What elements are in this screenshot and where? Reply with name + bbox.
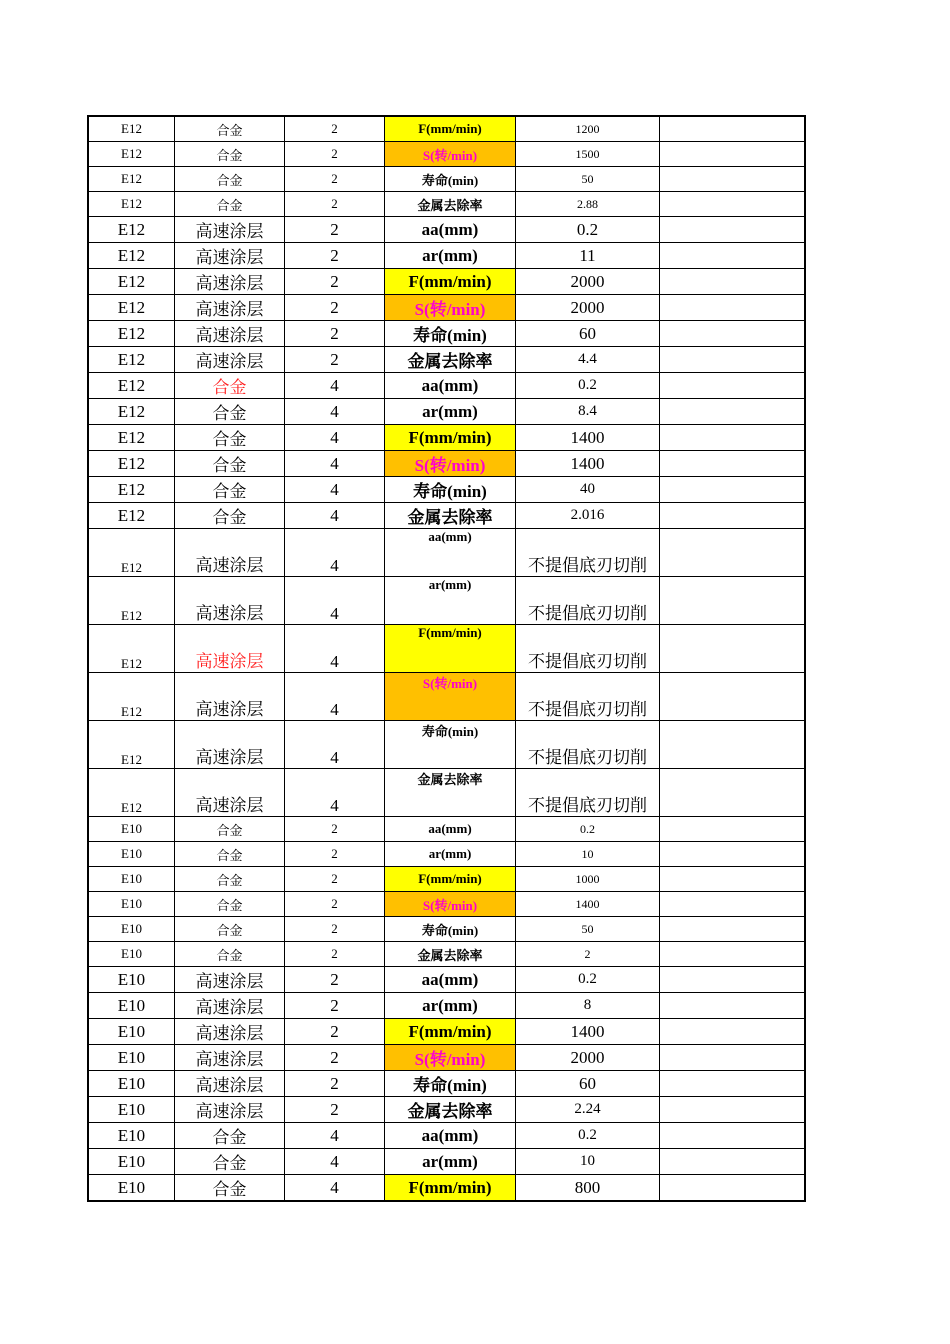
note-cell[interactable] (660, 721, 806, 769)
note-cell[interactable] (660, 116, 806, 142)
tool-cell[interactable]: E10 (88, 1123, 175, 1149)
note-cell[interactable] (660, 673, 806, 721)
material-cell[interactable]: 高速涂层 (175, 769, 285, 817)
table-row (88, 217, 805, 243)
note-cell[interactable] (660, 373, 806, 399)
value-cell[interactable]: 不提倡底刃切削 (516, 529, 660, 577)
tool-cell[interactable]: E12 (88, 503, 175, 529)
value-cell[interactable]: 800 (516, 1175, 660, 1202)
table-row (88, 399, 805, 425)
note-cell[interactable] (660, 917, 806, 942)
parameter-cell[interactable]: 寿命(min) (385, 477, 516, 503)
note-cell[interactable] (660, 867, 806, 892)
value-cell[interactable]: 2000 (516, 269, 660, 295)
material-cell[interactable]: 高速涂层 (175, 347, 285, 373)
table-row (88, 425, 805, 451)
tool-cell[interactable]: E12 (88, 529, 175, 577)
value-cell[interactable]: 4.4 (516, 347, 660, 373)
value-cell[interactable]: 1200 (516, 116, 660, 142)
value-cell[interactable]: 2.016 (516, 503, 660, 529)
table-row (88, 1149, 805, 1175)
table-row (88, 1019, 805, 1045)
value-cell[interactable]: 60 (516, 321, 660, 347)
parameter-cell[interactable]: S(转/min) (385, 673, 516, 721)
value-cell[interactable]: 2 (516, 942, 660, 967)
parameter-cell[interactable]: F(mm/min) (385, 625, 516, 673)
table-row (88, 817, 805, 842)
material-cell[interactable]: 合金 (175, 116, 285, 142)
flutes-cell[interactable]: 4 (285, 425, 385, 451)
note-cell[interactable] (660, 993, 806, 1019)
table-row (88, 321, 805, 347)
value-cell[interactable]: 不提倡底刃切削 (516, 769, 660, 817)
flutes-cell[interactable]: 4 (285, 1123, 385, 1149)
value-cell[interactable]: 60 (516, 1071, 660, 1097)
parameter-cell[interactable]: 寿命(min) (385, 167, 516, 192)
note-cell[interactable] (660, 477, 806, 503)
value-cell[interactable]: 不提倡底刃切削 (516, 625, 660, 673)
flutes-cell[interactable]: 2 (285, 321, 385, 347)
material-cell[interactable]: 高速涂层 (175, 321, 285, 347)
material-cell[interactable]: 高速涂层 (175, 577, 285, 625)
value-cell[interactable]: 1400 (516, 1019, 660, 1045)
flutes-cell[interactable]: 2 (285, 295, 385, 321)
parameter-cell[interactable]: S(转/min) (385, 1045, 516, 1071)
material-cell[interactable]: 高速涂层 (175, 217, 285, 243)
note-cell[interactable] (660, 967, 806, 993)
parameter-cell[interactable]: ar(mm) (385, 243, 516, 269)
tool-cell[interactable]: E10 (88, 1071, 175, 1097)
material-cell[interactable]: 高速涂层 (175, 967, 285, 993)
table-row (88, 673, 805, 721)
note-cell[interactable] (660, 1149, 806, 1175)
tool-cell[interactable]: E12 (88, 577, 175, 625)
note-cell[interactable] (660, 347, 806, 373)
table-row (88, 477, 805, 503)
tool-cell[interactable]: E12 (88, 167, 175, 192)
table-row (88, 967, 805, 993)
flutes-cell[interactable]: 2 (285, 142, 385, 167)
parameter-cell[interactable]: aa(mm) (385, 1123, 516, 1149)
tool-cell[interactable]: E10 (88, 842, 175, 867)
flutes-cell[interactable]: 2 (285, 993, 385, 1019)
value-cell[interactable]: 2000 (516, 295, 660, 321)
value-cell[interactable]: 0.2 (516, 817, 660, 842)
note-cell[interactable] (660, 167, 806, 192)
tool-cell[interactable]: E12 (88, 321, 175, 347)
material-cell[interactable]: 合金 (175, 867, 285, 892)
parameter-cell[interactable]: 金属去除率 (385, 769, 516, 817)
parameter-cell[interactable]: aa(mm) (385, 817, 516, 842)
parameter-cell[interactable]: aa(mm) (385, 529, 516, 577)
table-row (88, 269, 805, 295)
note-cell[interactable] (660, 142, 806, 167)
note-cell[interactable] (660, 1175, 806, 1202)
parameter-cell[interactable]: F(mm/min) (385, 425, 516, 451)
tool-cell[interactable]: E12 (88, 295, 175, 321)
material-cell[interactable]: 合金 (175, 477, 285, 503)
note-cell[interactable] (660, 295, 806, 321)
flutes-cell[interactable]: 2 (285, 892, 385, 917)
parameter-cell[interactable]: 寿命(min) (385, 1071, 516, 1097)
value-cell[interactable]: 0.2 (516, 373, 660, 399)
note-cell[interactable] (660, 399, 806, 425)
table-row (88, 842, 805, 867)
parameter-cell[interactable]: S(转/min) (385, 451, 516, 477)
value-cell[interactable]: 8 (516, 993, 660, 1019)
table-row (88, 142, 805, 167)
tool-cell[interactable]: E12 (88, 192, 175, 217)
table-row (88, 867, 805, 892)
table-row (88, 1097, 805, 1123)
flutes-cell[interactable]: 4 (285, 503, 385, 529)
value-cell[interactable]: 50 (516, 917, 660, 942)
tool-cell[interactable]: E10 (88, 1097, 175, 1123)
tool-cell[interactable]: E10 (88, 993, 175, 1019)
table-row (88, 347, 805, 373)
flutes-cell[interactable]: 2 (285, 269, 385, 295)
table-row (88, 625, 805, 673)
value-cell[interactable]: 2.24 (516, 1097, 660, 1123)
note-cell[interactable] (660, 769, 806, 817)
value-cell[interactable]: 10 (516, 842, 660, 867)
table-row (88, 451, 805, 477)
note-cell[interactable] (660, 321, 806, 347)
material-cell[interactable]: 高速涂层 (175, 295, 285, 321)
material-cell[interactable]: 高速涂层 (175, 721, 285, 769)
material-cell[interactable]: 合金 (175, 373, 285, 399)
note-cell[interactable] (660, 1045, 806, 1071)
material-cell[interactable]: 合金 (175, 1175, 285, 1202)
tool-cell[interactable]: E10 (88, 892, 175, 917)
material-cell[interactable]: 高速涂层 (175, 1045, 285, 1071)
flutes-cell[interactable]: 2 (285, 1097, 385, 1123)
value-cell[interactable]: 11 (516, 243, 660, 269)
note-cell[interactable] (660, 1071, 806, 1097)
tool-cell[interactable]: E12 (88, 347, 175, 373)
flutes-cell[interactable]: 4 (285, 1175, 385, 1202)
parameter-cell[interactable]: F(mm/min) (385, 1019, 516, 1045)
table-row (88, 721, 805, 769)
value-cell[interactable]: 1400 (516, 425, 660, 451)
value-cell[interactable]: 2.88 (516, 192, 660, 217)
note-cell[interactable] (660, 892, 806, 917)
note-cell[interactable] (660, 425, 806, 451)
parameter-cell[interactable]: F(mm/min) (385, 269, 516, 295)
parameter-cell[interactable]: 金属去除率 (385, 347, 516, 373)
parameter-cell[interactable]: F(mm/min) (385, 116, 516, 142)
material-cell[interactable]: 高速涂层 (175, 1071, 285, 1097)
parameter-cell[interactable]: 金属去除率 (385, 942, 516, 967)
value-cell[interactable]: 1500 (516, 142, 660, 167)
parameter-cell[interactable]: ar(mm) (385, 399, 516, 425)
tool-cell[interactable]: E12 (88, 769, 175, 817)
tool-cell[interactable]: E12 (88, 243, 175, 269)
value-cell[interactable]: 50 (516, 167, 660, 192)
parameter-cell[interactable]: ar(mm) (385, 1149, 516, 1175)
flutes-cell[interactable]: 2 (285, 217, 385, 243)
flutes-cell[interactable]: 2 (285, 1019, 385, 1045)
flutes-cell[interactable]: 4 (285, 673, 385, 721)
value-cell[interactable]: 0.2 (516, 217, 660, 243)
flutes-cell[interactable]: 4 (285, 399, 385, 425)
tool-cell[interactable]: E10 (88, 867, 175, 892)
material-cell[interactable]: 高速涂层 (175, 243, 285, 269)
table-row (88, 1071, 805, 1097)
flutes-cell[interactable]: 2 (285, 167, 385, 192)
parameter-cell[interactable]: 寿命(min) (385, 721, 516, 769)
table-row (88, 295, 805, 321)
flutes-cell[interactable]: 4 (285, 625, 385, 673)
table-row (88, 942, 805, 967)
note-cell[interactable] (660, 503, 806, 529)
value-cell[interactable]: 10 (516, 1149, 660, 1175)
parameter-cell[interactable]: S(转/min) (385, 295, 516, 321)
tool-cell[interactable]: E12 (88, 373, 175, 399)
flutes-cell[interactable]: 2 (285, 967, 385, 993)
cutting-parameter-table (87, 115, 806, 1202)
flutes-cell[interactable]: 2 (285, 942, 385, 967)
value-cell[interactable]: 0.2 (516, 1123, 660, 1149)
note-cell[interactable] (660, 625, 806, 673)
flutes-cell[interactable]: 2 (285, 116, 385, 142)
note-cell[interactable] (660, 192, 806, 217)
material-cell[interactable]: 高速涂层 (175, 625, 285, 673)
tool-cell[interactable]: E10 (88, 917, 175, 942)
table-row (88, 529, 805, 577)
parameter-cell[interactable]: S(转/min) (385, 142, 516, 167)
material-cell[interactable]: 合金 (175, 892, 285, 917)
flutes-cell[interactable]: 2 (285, 192, 385, 217)
value-cell[interactable]: 2000 (516, 1045, 660, 1071)
material-cell[interactable]: 合金 (175, 399, 285, 425)
value-cell[interactable]: 1400 (516, 892, 660, 917)
tool-cell[interactable]: E12 (88, 142, 175, 167)
flutes-cell[interactable]: 4 (285, 529, 385, 577)
material-cell[interactable]: 合金 (175, 842, 285, 867)
material-cell[interactable]: 高速涂层 (175, 269, 285, 295)
material-cell[interactable]: 合金 (175, 192, 285, 217)
parameter-cell[interactable]: S(转/min) (385, 892, 516, 917)
table-row (88, 373, 805, 399)
note-cell[interactable] (660, 529, 806, 577)
table-row (88, 1175, 805, 1202)
tool-cell[interactable]: E10 (88, 1019, 175, 1045)
note-cell[interactable] (660, 243, 806, 269)
parameter-cell[interactable]: F(mm/min) (385, 867, 516, 892)
material-cell[interactable]: 高速涂层 (175, 993, 285, 1019)
flutes-cell[interactable]: 2 (285, 1045, 385, 1071)
parameter-cell[interactable]: aa(mm) (385, 217, 516, 243)
parameter-cell[interactable]: ar(mm) (385, 842, 516, 867)
value-cell[interactable]: 不提倡底刃切削 (516, 577, 660, 625)
flutes-cell[interactable]: 4 (285, 451, 385, 477)
value-cell[interactable]: 40 (516, 477, 660, 503)
parameter-cell[interactable]: 金属去除率 (385, 1097, 516, 1123)
material-cell[interactable]: 合金 (175, 503, 285, 529)
flutes-cell[interactable]: 2 (285, 867, 385, 892)
flutes-cell[interactable]: 4 (285, 769, 385, 817)
note-cell[interactable] (660, 942, 806, 967)
note-cell[interactable] (660, 217, 806, 243)
tool-cell[interactable]: E10 (88, 1045, 175, 1071)
flutes-cell[interactable]: 2 (285, 243, 385, 269)
tool-cell[interactable]: E12 (88, 425, 175, 451)
material-cell[interactable]: 高速涂层 (175, 1019, 285, 1045)
parameter-cell[interactable]: 寿命(min) (385, 321, 516, 347)
parameter-cell[interactable]: 金属去除率 (385, 192, 516, 217)
flutes-cell[interactable]: 4 (285, 373, 385, 399)
note-cell[interactable] (660, 451, 806, 477)
flutes-cell[interactable]: 4 (285, 577, 385, 625)
material-cell[interactable]: 合金 (175, 1123, 285, 1149)
table-row (88, 892, 805, 917)
table-body (88, 116, 805, 1201)
table-row (88, 577, 805, 625)
parameter-cell[interactable]: ar(mm) (385, 577, 516, 625)
material-cell[interactable]: 合金 (175, 1149, 285, 1175)
note-cell[interactable] (660, 577, 806, 625)
parameter-cell[interactable]: 金属去除率 (385, 503, 516, 529)
flutes-cell[interactable]: 2 (285, 817, 385, 842)
material-cell[interactable]: 高速涂层 (175, 529, 285, 577)
material-cell[interactable]: 高速涂层 (175, 673, 285, 721)
tool-cell[interactable]: E12 (88, 116, 175, 142)
parameter-cell[interactable]: aa(mm) (385, 373, 516, 399)
value-cell[interactable]: 8.4 (516, 399, 660, 425)
note-cell[interactable] (660, 817, 806, 842)
tool-cell[interactable]: E10 (88, 967, 175, 993)
value-cell[interactable]: 不提倡底刃切削 (516, 673, 660, 721)
note-cell[interactable] (660, 269, 806, 295)
parameter-cell[interactable]: ar(mm) (385, 993, 516, 1019)
tool-cell[interactable]: E10 (88, 942, 175, 967)
value-cell[interactable]: 0.2 (516, 967, 660, 993)
material-cell[interactable]: 合金 (175, 817, 285, 842)
note-cell[interactable] (660, 1019, 806, 1045)
tool-cell[interactable]: E12 (88, 477, 175, 503)
table-row (88, 167, 805, 192)
material-cell[interactable]: 合金 (175, 142, 285, 167)
table-row (88, 1045, 805, 1071)
flutes-cell[interactable]: 4 (285, 477, 385, 503)
tool-cell[interactable]: E10 (88, 1149, 175, 1175)
note-cell[interactable] (660, 842, 806, 867)
material-cell[interactable]: 合金 (175, 167, 285, 192)
tool-cell[interactable]: E12 (88, 399, 175, 425)
flutes-cell[interactable]: 4 (285, 1149, 385, 1175)
note-cell[interactable] (660, 1097, 806, 1123)
parameter-cell[interactable]: aa(mm) (385, 967, 516, 993)
tool-cell[interactable]: E10 (88, 1175, 175, 1202)
material-cell[interactable]: 合金 (175, 942, 285, 967)
tool-cell[interactable]: E12 (88, 625, 175, 673)
note-cell[interactable] (660, 1123, 806, 1149)
parameter-cell[interactable]: F(mm/min) (385, 1175, 516, 1202)
tool-cell[interactable]: E12 (88, 721, 175, 769)
tool-cell[interactable]: E12 (88, 269, 175, 295)
tool-cell[interactable]: E12 (88, 451, 175, 477)
table-row (88, 243, 805, 269)
tool-cell[interactable]: E12 (88, 217, 175, 243)
material-cell[interactable]: 高速涂层 (175, 1097, 285, 1123)
flutes-cell[interactable]: 4 (285, 721, 385, 769)
parameter-cell[interactable]: 寿命(min) (385, 917, 516, 942)
table-row (88, 917, 805, 942)
flutes-cell[interactable]: 2 (285, 1071, 385, 1097)
table-row (88, 993, 805, 1019)
material-cell[interactable]: 合金 (175, 451, 285, 477)
table-row (88, 116, 805, 142)
value-cell[interactable]: 不提倡底刃切削 (516, 721, 660, 769)
flutes-cell[interactable]: 2 (285, 842, 385, 867)
material-cell[interactable]: 合金 (175, 425, 285, 451)
tool-cell[interactable]: E10 (88, 817, 175, 842)
table-row (88, 503, 805, 529)
tool-cell[interactable]: E12 (88, 673, 175, 721)
table-row (88, 1123, 805, 1149)
table-row (88, 769, 805, 817)
table-row (88, 192, 805, 217)
value-cell[interactable]: 1400 (516, 451, 660, 477)
value-cell[interactable]: 1000 (516, 867, 660, 892)
material-cell[interactable]: 合金 (175, 917, 285, 942)
flutes-cell[interactable]: 2 (285, 347, 385, 373)
flutes-cell[interactable]: 2 (285, 917, 385, 942)
